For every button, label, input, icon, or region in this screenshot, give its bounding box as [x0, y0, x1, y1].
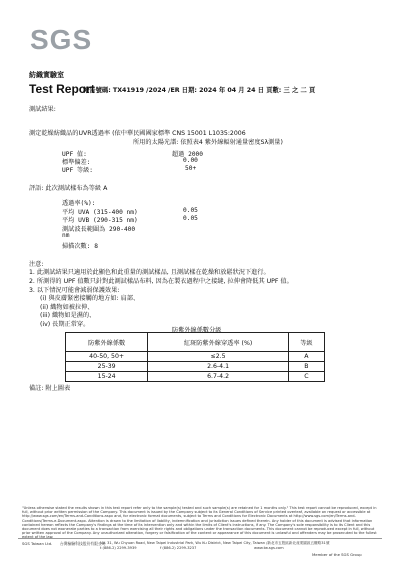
table-cell: B: [288, 362, 324, 372]
company-website[interactable]: www.tw.sgs.com: [254, 546, 284, 550]
footer-divider: [18, 538, 382, 539]
uvb-value: 0.05: [183, 215, 198, 222]
upf-classification-table: [65, 332, 325, 382]
table-cell: 6.7-4.2: [148, 372, 289, 382]
company-phone: t (886-2) 2299-3939: [100, 546, 137, 550]
table-header-cell: 防紫外線係數: [66, 333, 148, 352]
rating-text: 評語: 此次測試樣布為等級 A: [29, 185, 108, 192]
uva-value: 0.05: [183, 207, 198, 214]
method-line-1: 測定乾燥紡織品的UVR透過率 (依中華民國國家標準 CNS 15001 L1035:2006: [29, 130, 246, 137]
footer-disclaimer: "Unless otherwise stated the results shown in this test report refer only to the sample(s) tested and such sample(s) are retained for 1 months only." This test report cannot be reproduced, except in full, without prior written permission of the Company. This document is issued by the Company subject to its General Conditions of Service printed overleaf, available on request or accessible at http://www.sgs.com/en/Terms-and-Conditions.aspx and, for electronic format documents, subject to Terms and Conditions for Electronic Documents at http://www.sgs.com/en/Terms-and-Conditions/Terms-e-Document.aspx. Attention is drawn to the limitation of liability, indemnification and jurisdiction issues defined therein. Any holder of this document is advised that information contained hereon reflects the Company's findings at the time of its intervention only and within the limits of Client's instructions, if any. The Company's sole responsibility is to its Client and this document does not exonerate parties to a transaction from exercising all their rights and obligations under the transaction documents. This document cannot be reproduced except in full, without prior written approval of the Company. Any unauthorized alteration, forgery or falsification of the content or appearance of this document is unlawful and offenders may be prosecuted to the fullest: [22, 506, 377, 536]
table-header-row: [66, 333, 325, 352]
sub-note-4: (iv) 長期正常穿。: [40, 321, 90, 328]
upf-value: 超過 2000: [172, 151, 204, 158]
range-line-1: 測試波長範圍為 290-400: [62, 226, 136, 233]
sgs-logo: SGS: [30, 24, 93, 55]
lab-name: 紡織實驗室: [29, 71, 64, 79]
sub-note-3: (iii) 織物如是濕的、: [40, 312, 96, 319]
company-fax: f (886-2) 2299-3237: [160, 546, 197, 550]
company-name: SGS Taiwan Ltd.: [22, 541, 53, 546]
range-line-2: nm: [62, 232, 70, 239]
note-2: 2. 所測得的 UPF 值數只針對此測試樣品布料, 因為在製衣過程中之接縫, 拉伸會降低其 UPF 值。: [29, 278, 293, 285]
note-1: 1. 此測試結果只適用於此顯色和此重量的測試樣品, 且測試樣在乾燥和放鬆狀況下進行。: [29, 269, 270, 276]
company-name-cn: 台灣檢驗科技股份有限公司: [60, 541, 106, 546]
std-dev-value: 0.00: [183, 157, 198, 164]
results-heading: 測試結果:: [29, 106, 56, 113]
table-cell: 40-50, 50+: [66, 352, 148, 362]
table-cell: ≤2.5: [148, 352, 289, 362]
table-cell: 15-24: [66, 372, 148, 382]
table-cell: A: [288, 352, 324, 362]
notes-heading: 注意:: [29, 261, 44, 268]
table-header-cell: 紅斑防紫外線穿透率 (%): [148, 333, 289, 352]
table-row: [66, 352, 325, 362]
member-text: Member of the SGS Group: [312, 552, 362, 557]
table-row: [66, 362, 325, 372]
test-report-title: Test Report: [29, 82, 95, 96]
table-cell: 2.6-4.1: [148, 362, 289, 372]
sub-note-2: (ii) 織物如被拉伸、: [40, 304, 94, 311]
table-header-cell: 等級: [288, 333, 324, 352]
table-cell: C: [288, 372, 324, 382]
note-3: 3. 以下情況可能會減弱保護效果:: [29, 287, 120, 294]
table-row: [66, 372, 325, 382]
upf-grade-value: 50+: [185, 165, 197, 172]
transmittance-heading: 透過率(%):: [62, 200, 96, 207]
upf-grade-label: UPF 等級:: [62, 167, 94, 174]
company-address: No. 31, Wu Chyuan Road, New Taipei Industrial Park, Wu Ku District, New Taipei City, Taiwan /新北市五股區新北產業園區五權路31號: [100, 541, 330, 545]
table-title: 防紫外線係數分級: [172, 327, 222, 334]
report-header-line: 報告號碼: TX41919 /2024 /ER 日期: 2024 年 04 月 24 日 頁數: 三 之 二 頁: [83, 87, 316, 94]
method-line-2: 所用的太陽光譜: 依照表4 紫外線輻射通量密度Sλ測量): [133, 139, 283, 146]
remark: 備註: 附上圖表: [29, 385, 71, 392]
uva-label: 平均 UVA (315-400 nm): [62, 209, 138, 216]
sub-note-1: (i) 與皮膚緊密接觸的地方如: 肩部、: [40, 295, 140, 302]
table-cell: 25-39: [66, 362, 148, 372]
std-dev-label: 標準偏差:: [62, 159, 91, 166]
scan-count: 掃描次數: 8: [62, 243, 98, 250]
uvb-label: 平均 UVB (290-315 nm): [62, 217, 138, 224]
upf-value-label: UPF 值:: [62, 151, 87, 158]
